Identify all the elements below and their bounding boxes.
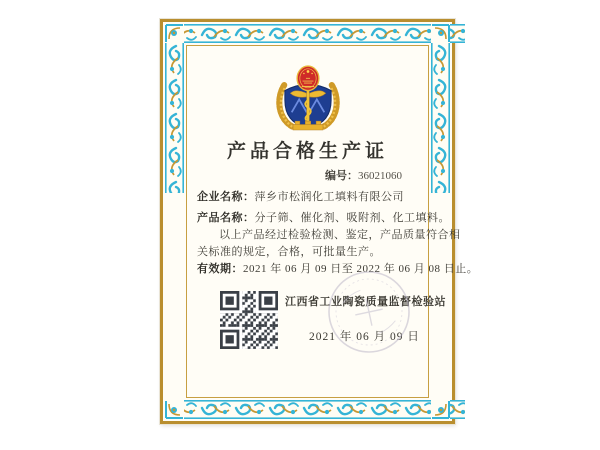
official-round-seal-icon: [325, 268, 413, 356]
statement-line-1: 以上产品经过检验检测、鉴定，产品质量符合相: [219, 229, 461, 241]
serial-number-line: [325, 167, 402, 183]
enterprise-name-label: 企业名称：: [197, 191, 255, 203]
qr-code: [219, 291, 279, 349]
certificate-content: [189, 48, 479, 395]
border-ornament-left: [165, 43, 184, 193]
enterprise-name-row: [197, 188, 424, 204]
product-name-row: [197, 209, 450, 225]
issue-date: 2021 年 06 月 09 日: [309, 331, 420, 343]
issuing-authority: 江西省工业陶瓷质量监督检验站: [285, 296, 446, 308]
quality-supervision-emblem-icon: [274, 60, 342, 132]
certificate-sheet: [160, 19, 479, 424]
serial-label: 编号：: [325, 170, 358, 182]
border-corner-icon: [165, 400, 184, 419]
border-corner-icon: [165, 24, 184, 43]
certificate-title: 产品合格生产证: [226, 141, 388, 162]
border-ornament-top: [165, 24, 465, 43]
border-corner-icon: [431, 400, 450, 419]
validity-label: 有效期：: [197, 263, 243, 275]
validity-value: 2021 年 06 月 09 日至 2022 年 06 月 08 日止。: [243, 263, 479, 275]
product-name-value: 分子筛、催化剂、吸附剂、化工填料。: [254, 212, 450, 224]
product-name-label: 产品名称：: [197, 212, 255, 224]
border-ornament-bottom: [165, 400, 465, 419]
serial-number: 36021060: [358, 170, 402, 182]
border-corner-icon: [431, 24, 450, 43]
border-ornament-right: [431, 43, 450, 193]
statement-line-2: 关标准的规定，合格，可批量生产。: [197, 246, 381, 258]
enterprise-name-value: 萍乡市松润化工填料有限公司: [254, 191, 404, 203]
